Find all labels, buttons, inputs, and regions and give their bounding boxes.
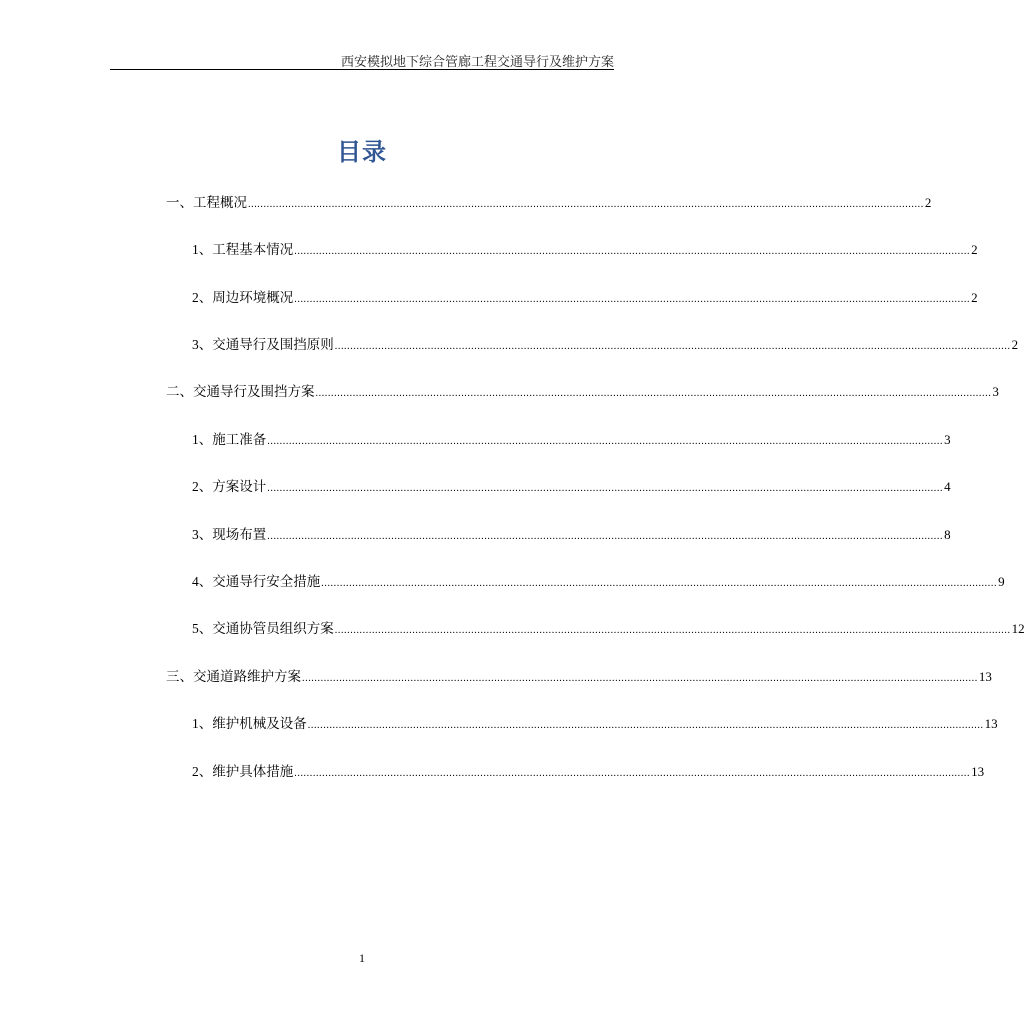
- toc-dot-leader: ..........................................................................................................................................................................................................................: [321, 578, 998, 589]
- toc-entry-label: 维护机械及设备: [212, 716, 307, 732]
- toc-entry-page: 3: [944, 432, 951, 447]
- toc-entry-page: 12: [1011, 621, 1025, 636]
- running-header-title: 西安模拟地下综合管廊工程交通导行及维护方案: [340, 55, 614, 70]
- toc-entry[interactable]: [192, 619, 1025, 639]
- toc-entry-page: 2: [1011, 337, 1019, 352]
- toc-dot-leader: ..........................................................................................................................................................................................................................: [267, 483, 944, 494]
- toc-heading: 目录: [337, 138, 387, 166]
- toc-entry-number: 1、: [192, 716, 213, 731]
- toc-entry-number: 3、: [192, 527, 213, 542]
- toc-entry-number: 1、: [192, 432, 213, 447]
- toc-entry-page: 9: [998, 574, 1005, 589]
- toc-entry[interactable]: [192, 714, 998, 734]
- toc-dot-leader: ..........................................................................................................................................................................................................................: [267, 531, 944, 542]
- toc-entry-page: 2: [971, 290, 978, 305]
- toc-entry-page: 8: [944, 527, 951, 542]
- toc-entry[interactable]: [192, 430, 951, 450]
- toc-entry[interactable]: [192, 477, 951, 497]
- toc-dot-leader: ..........................................................................................................................................................................................................................: [334, 625, 1011, 636]
- toc-dot-leader: ..........................................................................................................................................................................................................................: [294, 768, 971, 779]
- toc-dot-leader: ..........................................................................................................................................................................................................................: [307, 720, 984, 731]
- toc-entry[interactable]: [192, 525, 951, 545]
- toc-entry-number: 4、: [192, 574, 213, 589]
- page-number: 1: [359, 951, 365, 965]
- toc-entry-label: 工程基本情况: [212, 242, 294, 258]
- toc-entry-page: 13: [978, 669, 992, 684]
- toc-entry-page: 2: [971, 242, 978, 257]
- toc-entry-page: 2: [924, 195, 932, 210]
- toc-entry-label: 现场布置: [212, 527, 267, 543]
- toc-entry-label: 交通道路维护方案: [193, 669, 301, 685]
- toc-entry-number: 5、: [192, 621, 213, 636]
- toc-entry-label: 交通导行及围挡原则: [212, 337, 334, 353]
- toc-entry-label: 工程概况: [193, 195, 247, 211]
- toc-entry-page: 13: [971, 764, 985, 779]
- toc-dot-leader: ..........................................................................................................................................................................................................................: [248, 199, 924, 210]
- toc-entry-number: 2、: [192, 290, 213, 305]
- toc-entry-label: 交通协管员组织方案: [212, 621, 334, 637]
- toc-dot-leader: ..........................................................................................................................................................................................................................: [267, 436, 944, 447]
- toc-entry[interactable]: [192, 762, 985, 782]
- toc-dot-leader: ..........................................................................................................................................................................................................................: [315, 388, 992, 399]
- toc-entry-number: 二、: [166, 384, 193, 400]
- header-divider: [110, 69, 614, 70]
- toc-entry[interactable]: [192, 240, 978, 260]
- toc-entry-page: 13: [984, 716, 998, 731]
- toc-dot-leader: ..........................................................................................................................................................................................................................: [294, 294, 971, 305]
- toc-entry-page: 4: [944, 479, 951, 494]
- toc-entry-number: 一、: [166, 195, 193, 211]
- toc-entry[interactable]: [166, 382, 999, 402]
- toc-entry-label: 周边环境概况: [212, 290, 294, 306]
- toc-dot-leader: ..........................................................................................................................................................................................................................: [294, 246, 971, 257]
- toc-entry-label: 施工准备: [212, 432, 267, 448]
- toc-entry-label: 交通导行及围挡方案: [193, 384, 315, 400]
- toc-entry-page: 3: [992, 384, 999, 399]
- toc-entry-number: 3、: [192, 337, 213, 352]
- toc-entry-number: 2、: [192, 764, 213, 779]
- toc-entry[interactable]: [166, 667, 992, 687]
- toc-entry[interactable]: [192, 288, 978, 308]
- toc-entry-number: 2、: [192, 479, 213, 494]
- toc-entry-label: 交通导行安全措施: [212, 574, 321, 590]
- toc-entry[interactable]: [192, 335, 1019, 355]
- toc-dot-leader: ..........................................................................................................................................................................................................................: [334, 341, 1011, 352]
- toc-entry-number: 1、: [192, 242, 213, 257]
- toc-entry[interactable]: [166, 193, 932, 213]
- toc-entry-label: 维护具体措施: [212, 764, 294, 780]
- toc-entry[interactable]: [192, 572, 1005, 592]
- toc-dot-leader: ..........................................................................................................................................................................................................................: [302, 673, 978, 684]
- toc-entry-label: 方案设计: [212, 479, 267, 495]
- toc-entry-number: 三、: [166, 669, 193, 685]
